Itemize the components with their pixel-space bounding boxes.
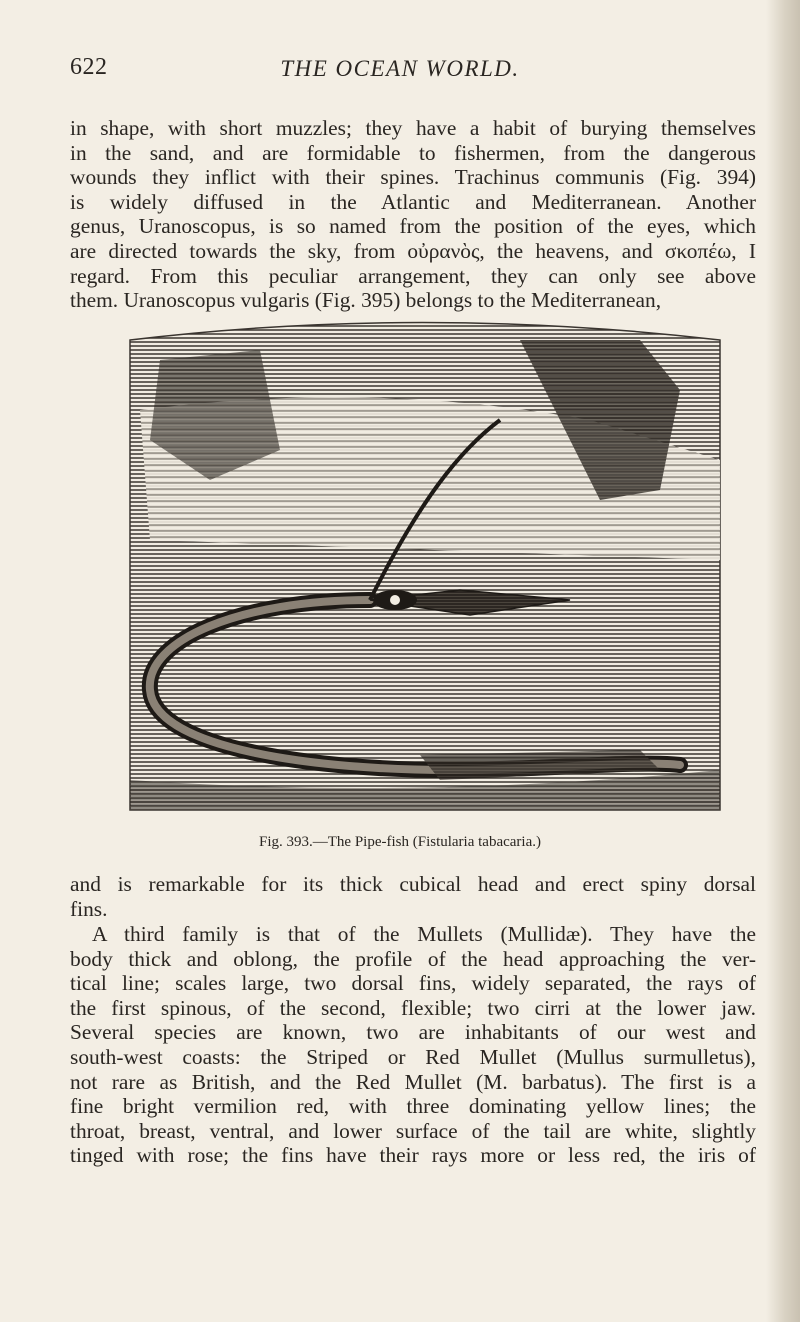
text-line: in shape, with short muzzles; they have a habit of burying themselves	[70, 116, 756, 140]
text-line: not rare as British, and the Red Mullet (M. barbatus). The first is a	[70, 1069, 756, 1094]
running-title: THE OCEAN WORLD.	[280, 56, 520, 81]
text-line: the first spinous, of the second, flexible; two cirri at the lower jaw.	[70, 995, 756, 1020]
page-edge-shadow	[766, 0, 800, 1322]
text-line: fins.	[70, 896, 108, 921]
page-number: 622	[70, 54, 108, 80]
text-line: them. Uranoscopus vulgaris (Fig. 395) belongs to the Mediterranean,	[70, 288, 662, 313]
text-line: are directed towards the sky, from οὐρανὸς, the heavens, and σκοπέω, I	[70, 238, 756, 263]
text-line: body thick and oblong, the profile of the head approaching the ver-	[70, 946, 756, 971]
figure-caption: Fig. 393.—The Pipe-fish (Fistularia tabacaria.)	[258, 834, 541, 850]
paragraph-2	[70, 872, 756, 921]
text-line: A third family is that of the Mullets (Mullidæ). They have the	[92, 922, 756, 946]
paragraph-3	[70, 922, 756, 1168]
text-line: wounds they inflict with their spines. Trachinus communis (Fig. 394)	[70, 165, 756, 190]
pipe-fish-illustration	[120, 300, 730, 820]
text-line: is widely diffused in the Atlantic and Mediterranean. Another	[70, 189, 756, 214]
pipe-fish-engraving	[120, 300, 730, 820]
text-line: and is remarkable for its thick cubical head and erect spiny dorsal	[70, 872, 756, 896]
text-line: fine bright vermilion red, with three dominating yellow lines; the	[70, 1094, 756, 1119]
text-line: south-west coasts: the Striped or Red Mullet (Mullus surmulletus),	[70, 1044, 756, 1069]
paragraph-1	[70, 116, 756, 313]
text-line: regard. From this peculiar arrangement, they can only see above	[70, 263, 756, 288]
page-header	[0, 54, 800, 94]
text-line: in the sand, and are formidable to fishermen, from the dangerous	[70, 140, 756, 165]
text-line: genus, Uranoscopus, is so named from the position of the eyes, which	[70, 214, 756, 239]
text-line: Several species are known, two are inhabitants of our west and	[70, 1020, 756, 1045]
text-line: tical line; scales large, two dorsal fins, widely separated, the rays of	[70, 971, 756, 996]
text-line: throat, breast, ventral, and lower surface of the tail are white, slightly	[70, 1118, 756, 1143]
text-line: tinged with rose; the fins have their rays more or less red, the iris of	[70, 1143, 756, 1168]
